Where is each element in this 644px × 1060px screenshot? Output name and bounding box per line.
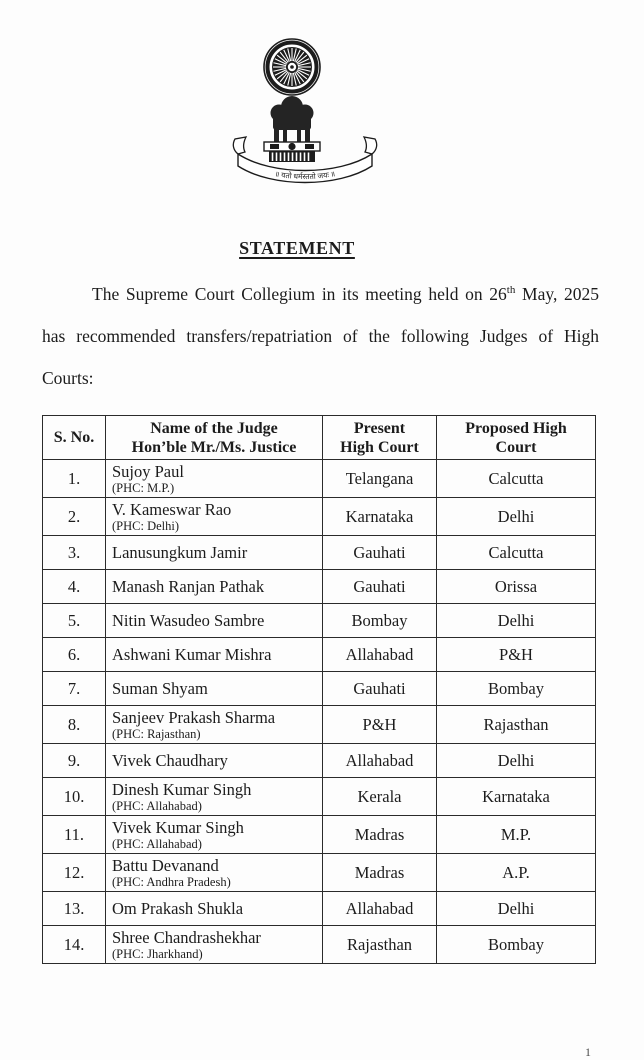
page-number: 1 <box>585 1045 591 1059</box>
table-header-row <box>43 416 596 460</box>
parent-high-court-note: (PHC: Andhra Pradesh) <box>112 875 231 889</box>
judge-name-cell <box>106 816 323 854</box>
ashoka-chakra-icon <box>264 39 320 95</box>
present-high-court-cell: Gauhati <box>323 536 437 570</box>
proposed-high-court-cell: Orissa <box>437 570 596 604</box>
judge-name-cell <box>106 460 323 498</box>
proposed-high-court-cell: Calcutta <box>437 536 596 570</box>
present-high-court-cell: Allahabad <box>323 892 437 926</box>
present-high-court-cell: P&H <box>323 706 437 744</box>
present-high-court-cell: Madras <box>323 854 437 892</box>
table-row <box>43 604 596 638</box>
judge-name-cell <box>106 706 323 744</box>
proposed-high-court-cell: A.P. <box>437 854 596 892</box>
abacus-frieze <box>264 142 320 151</box>
judge-name-cell <box>106 570 323 604</box>
intro-paragraph <box>42 273 599 399</box>
supreme-court-emblem <box>232 36 378 196</box>
judge-name: Suman Shyam <box>112 679 208 698</box>
serial-number-cell: 9. <box>43 744 106 778</box>
table-row <box>43 778 596 816</box>
judge-name: Nitin Wasudeo Sambre <box>112 611 265 630</box>
ordinal-superscript: th <box>506 284 516 297</box>
judge-name: Vivek Chaudhary <box>112 751 228 770</box>
table-row <box>43 460 596 498</box>
parent-high-court-note: (PHC: Delhi) <box>112 519 180 533</box>
present-high-court-cell: Gauhati <box>323 672 437 706</box>
parent-high-court-note: (PHC: Jharkhand) <box>112 947 203 961</box>
serial-number-cell: 12. <box>43 854 106 892</box>
table-row <box>43 638 596 672</box>
col-header-present-high-court <box>323 416 437 460</box>
present-high-court-cell: Kerala <box>323 778 437 816</box>
proposed-high-court-cell: P&H <box>437 638 596 672</box>
judge-name: Vivek Kumar Singh <box>112 818 244 837</box>
proposed-high-court-cell: Delhi <box>437 892 596 926</box>
judge-name: Om Prakash Shukla <box>112 899 244 918</box>
present-high-court-cell: Gauhati <box>323 570 437 604</box>
table-body <box>43 460 596 964</box>
table-row <box>43 854 596 892</box>
judge-name-cell <box>106 744 323 778</box>
paragraph-text-after: May, 2025 has recommended transfers/repatriation of the following Judges of High Courts: <box>42 284 599 388</box>
judge-name: Manash Ranjan Pathak <box>112 577 265 596</box>
proposed-high-court-cell: Bombay <box>437 926 596 964</box>
present-high-court-cell: Bombay <box>323 604 437 638</box>
present-high-court-cell: Rajasthan <box>323 926 437 964</box>
judge-name: Dinesh Kumar Singh <box>112 780 252 799</box>
present-high-court-cell: Allahabad <box>323 638 437 672</box>
parent-high-court-note: (PHC: M.P.) <box>112 481 175 495</box>
judge-name: Sujoy Paul <box>112 462 184 481</box>
serial-number-cell: 14. <box>43 926 106 964</box>
judge-name-cell <box>106 672 323 706</box>
table-row <box>43 672 596 706</box>
pedestal-base <box>269 151 315 162</box>
header-line: High Court <box>340 438 419 456</box>
judge-name-cell <box>106 536 323 570</box>
table-row <box>43 536 596 570</box>
table-row <box>43 570 596 604</box>
col-header-serial-number <box>43 416 106 460</box>
serial-number-cell: 5. <box>43 604 106 638</box>
parent-high-court-note: (PHC: Rajasthan) <box>112 727 201 741</box>
judge-name-cell <box>106 604 323 638</box>
table-row <box>43 706 596 744</box>
serial-number-cell: 8. <box>43 706 106 744</box>
proposed-high-court-cell: Rajasthan <box>437 706 596 744</box>
judge-name: Shree Chandrashekhar <box>112 928 261 947</box>
table-row <box>43 744 596 778</box>
col-header-proposed-high-court <box>437 416 596 460</box>
proposed-high-court-cell: Delhi <box>437 744 596 778</box>
proposed-high-court-cell: Delhi <box>437 498 596 536</box>
parent-high-court-note: (PHC: Allahabad) <box>112 799 202 813</box>
serial-number-cell: 10. <box>43 778 106 816</box>
judges-transfer-table <box>42 415 596 964</box>
judge-name-cell <box>106 498 323 536</box>
header-line: Present <box>353 419 406 437</box>
serial-number-cell: 7. <box>43 672 106 706</box>
paragraph-text-before: The Supreme Court Collegium in its meeting held on 26 <box>92 284 507 304</box>
judge-name: Lanusungkum Jamir <box>112 543 248 562</box>
serial-number-cell: 6. <box>43 638 106 672</box>
proposed-high-court-cell: Karnataka <box>437 778 596 816</box>
present-high-court-cell: Madras <box>323 816 437 854</box>
header-line: Court <box>495 438 537 456</box>
serial-number-cell: 11. <box>43 816 106 854</box>
judge-name-cell <box>106 638 323 672</box>
proposed-high-court-cell: M.P. <box>437 816 596 854</box>
judge-name: Sanjeev Prakash Sharma <box>112 708 276 727</box>
serial-number-cell: 2. <box>43 498 106 536</box>
proposed-high-court-cell: Delhi <box>437 604 596 638</box>
parent-high-court-note: (PHC: Allahabad) <box>112 837 202 851</box>
proposed-high-court-cell: Bombay <box>437 672 596 706</box>
header-line: Proposed High <box>465 419 567 437</box>
supreme-court-emblem-graphic <box>232 36 378 196</box>
header-line: S. No. <box>53 429 95 446</box>
serial-number-cell: 3. <box>43 536 106 570</box>
judge-name: Ashwani Kumar Mishra <box>112 645 272 664</box>
col-header-judge-name <box>106 416 323 460</box>
lion-capital-icon <box>271 96 314 142</box>
judge-name-cell <box>106 892 323 926</box>
serial-number-cell: 13. <box>43 892 106 926</box>
present-high-court-cell: Telangana <box>323 460 437 498</box>
document-page <box>0 36 644 1059</box>
table-row <box>43 498 596 536</box>
table-row <box>43 892 596 926</box>
judge-name-cell <box>106 778 323 816</box>
table-row <box>43 816 596 854</box>
header-line: Name of the Judge <box>150 419 278 437</box>
present-high-court-cell: Karnataka <box>323 498 437 536</box>
header-line: Hon’ble Mr./Ms. Justice <box>131 438 297 456</box>
judge-name: Battu Devanand <box>112 856 219 875</box>
motto-text: ॥ यतो धर्मस्ततो जयः ॥ <box>274 169 336 182</box>
serial-number-cell: 1. <box>43 460 106 498</box>
proposed-high-court-cell: Calcutta <box>437 460 596 498</box>
serial-number-cell: 4. <box>43 570 106 604</box>
judge-name-cell <box>106 854 323 892</box>
statement-title: STATEMENT <box>239 238 355 258</box>
present-high-court-cell: Allahabad <box>323 744 437 778</box>
judge-name-cell <box>106 926 323 964</box>
judge-name: V. Kameswar Rao <box>112 500 232 519</box>
table-row <box>43 926 596 964</box>
